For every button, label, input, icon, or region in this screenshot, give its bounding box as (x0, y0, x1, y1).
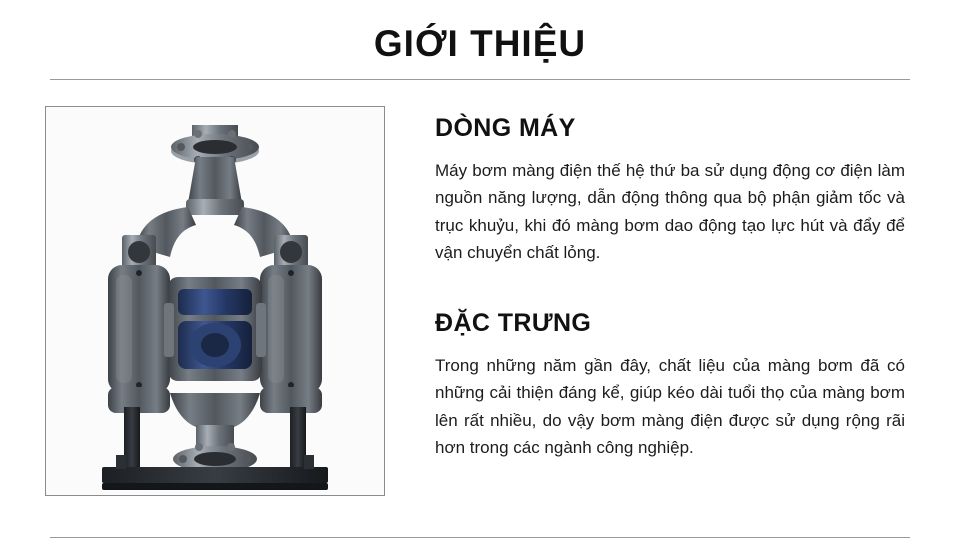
text-column (385, 106, 910, 496)
slide-content (0, 80, 960, 496)
section-body-2: Trong những năm gần đây, chất liệu của màng bơm đã có những cải thiện đáng kể, giúp kéo dài tuổi thọ của màng bơm lên rất nhiều, do vậy bơm màng điện được sử dụng rộng rãi hơn trong các ngành công nghiệp. (435, 355, 905, 458)
section-body-1: Máy bơm màng điện thế hệ thứ ba sử dụng động cơ điện làm nguồn năng lượng, dẫn động thông qua bộ phận giảm tốc và trục khuỷu, khi đó màng bơm dao động tạo lực hút và đẩy để vận chuyển chất lỏng. (435, 160, 905, 263)
page-title: GIỚI THIỆU (373, 23, 587, 64)
pump-illustration-icon (46, 107, 384, 495)
footer-divider (50, 537, 910, 538)
section-heading-2: ĐẶC TRƯNG (435, 308, 592, 337)
pump-photo (46, 107, 384, 495)
pump-photo-frame (45, 106, 385, 496)
section-heading-1: DÒNG MÁY (435, 113, 576, 142)
